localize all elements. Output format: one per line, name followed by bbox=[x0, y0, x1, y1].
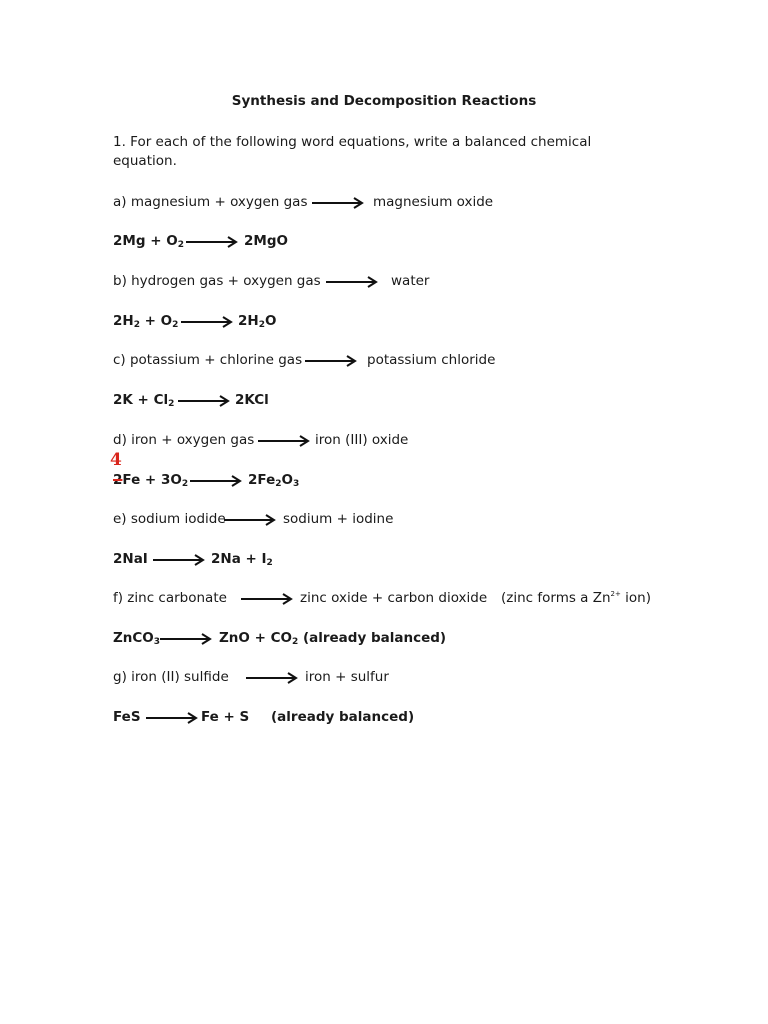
question-f-products: zinc oxide + carbon dioxide bbox=[300, 590, 488, 606]
question-d-arrow-icon bbox=[258, 435, 310, 447]
answer-e-reactants: 2NaI bbox=[113, 551, 148, 567]
instruction-line-1: 1. For each of the following word equations, write a balanced chemical bbox=[113, 134, 592, 150]
answer-g-reactants: FeS bbox=[113, 709, 141, 725]
question-c-arrow-icon bbox=[305, 355, 357, 367]
question-a-arrow-icon bbox=[312, 197, 364, 209]
question-g-reactants: g) iron (II) sulfide bbox=[113, 669, 229, 685]
question-f-arrow-icon bbox=[241, 593, 293, 605]
answer-d-products: $2Fe_2O_3$ bbox=[248, 472, 300, 489]
question-a-reactants: a) magnesium + oxygen gas bbox=[113, 194, 308, 210]
answer-f-arrow-icon bbox=[160, 633, 212, 645]
answer-g-products: Fe + S bbox=[201, 709, 250, 725]
question-g-arrow-icon bbox=[246, 672, 298, 684]
question-g-products: iron + sulfur bbox=[305, 669, 389, 685]
answer-a-reactants: $2Mg + O_2$ bbox=[113, 233, 184, 250]
question-d-reactants: d) iron + oxygen gas bbox=[113, 432, 255, 448]
answer-e-products: $2Na + I_2$ bbox=[211, 551, 273, 568]
answer-a-products: 2MgO bbox=[244, 233, 288, 249]
page-title: Synthesis and Decomposition Reactions bbox=[231, 93, 537, 109]
question-b-products: water bbox=[391, 273, 430, 289]
answer-b-reactants: $2H_2 + O_2$ bbox=[113, 313, 179, 330]
answer-d-reactants: $2Fe + 3O_2$ bbox=[113, 472, 189, 489]
answer-b-arrow-icon bbox=[181, 316, 233, 328]
question-f-note: (zinc forms a $Zn^{2+}$ ion) bbox=[501, 590, 651, 606]
question-e-products: sodium + iodine bbox=[283, 511, 394, 527]
question-f-reactants: f) zinc carbonate bbox=[113, 590, 227, 606]
answer-g-note: (already balanced) bbox=[271, 709, 415, 725]
answer-c-products: 2KCl bbox=[235, 392, 269, 408]
answer-g-arrow-icon bbox=[146, 712, 198, 724]
answer-c-arrow-icon bbox=[178, 395, 230, 407]
question-e-arrow-icon bbox=[224, 514, 276, 526]
handwritten-correction-coefficient: 4 bbox=[110, 450, 122, 470]
answer-f-products: ZnO + $CO_2$ (already balanced) bbox=[219, 630, 447, 647]
answer-d-arrow-icon bbox=[190, 475, 242, 487]
answer-c-reactants: $2K + Cl_2$ bbox=[113, 392, 175, 409]
question-b-reactants: b) hydrogen gas + oxygen gas bbox=[113, 273, 321, 289]
struck-coefficient: 2 bbox=[113, 472, 123, 488]
answer-b-products: $2H_2O$ bbox=[238, 313, 277, 330]
answer-f-reactants: ZnCO$_3$ bbox=[113, 630, 161, 647]
question-e-reactants: e) sodium iodide bbox=[113, 511, 226, 527]
instruction-line-2: equation. bbox=[113, 153, 177, 169]
question-c-products: potassium chloride bbox=[367, 352, 496, 368]
question-d-products: iron (III) oxide bbox=[315, 432, 409, 448]
question-a-products: magnesium oxide bbox=[373, 194, 494, 210]
answer-a-arrow-icon bbox=[186, 236, 238, 248]
question-c-reactants: c) potassium + chlorine gas bbox=[113, 352, 303, 368]
answer-e-arrow-icon bbox=[153, 554, 205, 566]
question-b-arrow-icon bbox=[326, 276, 378, 288]
